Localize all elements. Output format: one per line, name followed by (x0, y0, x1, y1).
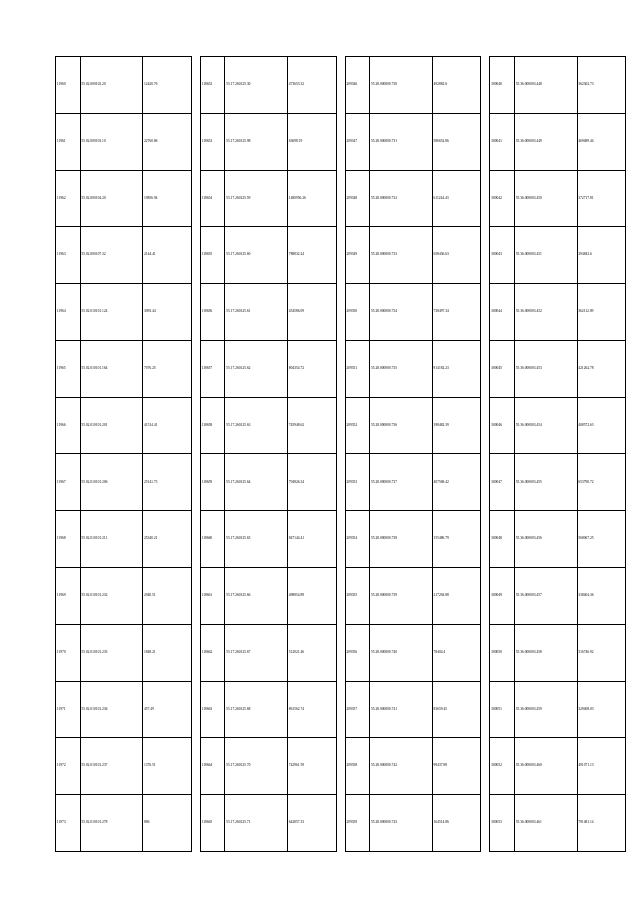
table-row (490, 397, 626, 454)
row-id: 209348 (345, 170, 370, 227)
row-id: 118656 (200, 284, 225, 341)
table-row (490, 454, 626, 511)
row-amount: 642857.33 (287, 795, 336, 852)
row-id: 11968 (56, 511, 81, 568)
row-code: 55.28.000000.732 (370, 170, 433, 227)
data-table-2 (200, 56, 337, 852)
row-code: 55.28.000000.731 (370, 113, 433, 170)
row-amount: 408572.63 (577, 397, 626, 454)
table-row (345, 57, 481, 114)
row-amount: 2940.51 (143, 568, 192, 625)
table-row (345, 340, 481, 397)
row-code: 55.28.000000.737 (370, 454, 433, 511)
row-amount: 155486.79 (432, 511, 481, 568)
row-code: 55.28.000000.741 (370, 681, 433, 738)
row-amount: 329408.03 (577, 681, 626, 738)
table-row (345, 795, 481, 852)
row-code: 55.02.000102.20 (80, 57, 143, 114)
row-amount: 469489.44 (577, 113, 626, 170)
row-amount: 63698.19 (287, 113, 336, 170)
row-code: 55.17.260125.64 (225, 454, 288, 511)
row-amount: 512021.46 (287, 624, 336, 681)
row-amount: 498854.89 (287, 568, 336, 625)
row-amount: 738497.34 (432, 284, 481, 341)
row-id: 300040 (490, 57, 515, 114)
row-id: 118654 (200, 170, 225, 227)
row-amount: 611244.43 (432, 170, 481, 227)
row-amount: 316746.92 (577, 624, 626, 681)
row-amount: 19856.94 (143, 170, 192, 227)
row-amount: 742961.59 (287, 738, 336, 795)
row-code: 55.17.260125.65 (225, 511, 288, 568)
row-id: 11963 (56, 227, 81, 284)
row-id: 11965 (56, 340, 81, 397)
row-code: 55.17.260125.62 (225, 340, 288, 397)
row-id: 118653 (200, 113, 225, 170)
row-code: 55.36.000003.461 (514, 795, 577, 852)
row-amount: 791481.14 (577, 795, 626, 852)
row-id: 300046 (490, 397, 515, 454)
row-code: 55.36.000003.456 (514, 511, 577, 568)
row-code: 55.02.000103.10 (80, 113, 143, 170)
table-row (490, 340, 626, 397)
row-id: 209350 (345, 284, 370, 341)
row-id: 11966 (56, 397, 81, 454)
row-id: 300049 (490, 568, 515, 625)
row-code: 55.36.000003.459 (514, 681, 577, 738)
row-code: 55.02.010101.201 (80, 397, 143, 454)
row-code: 55.17.260125.68 (225, 681, 288, 738)
row-id: 11973 (56, 795, 81, 852)
table-row (200, 568, 336, 625)
row-code: 55.17.260125.98 (225, 113, 288, 170)
row-id: 300043 (490, 227, 515, 284)
table-row (56, 340, 192, 397)
row-id: 11961 (56, 113, 81, 170)
row-id: 11969 (56, 568, 81, 625)
table-row (490, 284, 626, 341)
row-code: 55.36.000003.455 (514, 454, 577, 511)
row-amount: 788832.24 (287, 227, 336, 284)
data-columns (55, 56, 594, 852)
table-row (490, 738, 626, 795)
row-code: 55.02.010101.206 (80, 454, 143, 511)
row-amount: 745948.62 (287, 397, 336, 454)
row-id: 209352 (345, 397, 370, 454)
row-code: 55.17.260125.67 (225, 624, 288, 681)
row-amount: 1480956.26 (287, 170, 336, 227)
table-row (490, 113, 626, 170)
row-amount: 217294.88 (432, 568, 481, 625)
row-code: 55.02.010101.233 (80, 624, 143, 681)
row-amount: 362302.73 (577, 57, 626, 114)
row-code: 55.36.000003.453 (514, 340, 577, 397)
row-amount: 25141.73 (143, 454, 192, 511)
row-id: 300050 (490, 624, 515, 681)
row-code: 55.17.260125.30 (225, 57, 288, 114)
row-code: 55.17.260125.63 (225, 397, 288, 454)
row-amount: 814182.23 (432, 340, 481, 397)
row-amount: 861562.74 (287, 681, 336, 738)
row-amount: 586652.86 (432, 113, 481, 170)
row-code: 55.02.010101.232 (80, 568, 143, 625)
table-row (345, 170, 481, 227)
table-row (345, 568, 481, 625)
row-code: 55.02.000107.32 (80, 227, 143, 284)
row-amount: 804354.72 (287, 340, 336, 397)
row-amount: 886 (143, 795, 192, 852)
row-code: 55.28.000000.730 (370, 57, 433, 114)
row-id: 118661 (200, 568, 225, 625)
table-row (56, 170, 192, 227)
row-code: 55.36.000003.454 (514, 397, 577, 454)
table-row (345, 227, 481, 284)
row-amount: 473653.32 (287, 57, 336, 114)
row-id: 118665 (200, 795, 225, 852)
row-id: 11971 (56, 681, 81, 738)
row-id: 118662 (200, 624, 225, 681)
row-code: 55.28.000000.733 (370, 227, 433, 284)
table-row (56, 568, 192, 625)
row-code: 55.28.000000.735 (370, 340, 433, 397)
table-row (200, 624, 336, 681)
row-amount: 3093.44 (143, 284, 192, 341)
row-id: 300041 (490, 113, 515, 170)
row-id: 300045 (490, 340, 515, 397)
row-amount: 457.49 (143, 681, 192, 738)
row-amount: 198482.39 (432, 397, 481, 454)
row-id: 118655 (200, 227, 225, 284)
row-code: 55.28.000000.738 (370, 511, 433, 568)
row-code: 55.28.000000.736 (370, 397, 433, 454)
row-amount: 99437.88 (432, 738, 481, 795)
row-code: 55.28.000000.739 (370, 568, 433, 625)
row-amount: 372717.81 (577, 170, 626, 227)
row-id: 300052 (490, 738, 515, 795)
row-code: 55.36.000003.452 (514, 284, 577, 341)
row-amount: 2144.41 (143, 227, 192, 284)
row-amount: 492882.6 (432, 57, 481, 114)
row-id: 209355 (345, 568, 370, 625)
row-code: 55.02.010101.236 (80, 681, 143, 738)
row-id: 11964 (56, 284, 81, 341)
table-row (56, 795, 192, 852)
row-amount: 454586.09 (287, 284, 336, 341)
row-amount: 12420.76 (143, 57, 192, 114)
table-row (490, 170, 626, 227)
table-row (200, 113, 336, 170)
table-row (200, 227, 336, 284)
row-amount: 794826.34 (287, 454, 336, 511)
row-id: 11967 (56, 454, 81, 511)
row-id: 300047 (490, 454, 515, 511)
row-amount: 78404.4 (432, 624, 481, 681)
row-code: 55.36.000003.451 (514, 227, 577, 284)
row-id: 118663 (200, 681, 225, 738)
table-row (345, 397, 481, 454)
table-row (345, 113, 481, 170)
data-table-1 (55, 56, 192, 852)
table-row (200, 284, 336, 341)
row-id: 11960 (56, 57, 81, 114)
row-code: 55.17.260125.60 (225, 227, 288, 284)
row-code: 55.36.000003.458 (514, 624, 577, 681)
row-code: 55.02.010101.237 (80, 738, 143, 795)
row-code: 55.02.010101.124 (80, 284, 143, 341)
table-row (490, 227, 626, 284)
table-row (200, 340, 336, 397)
row-code: 55.17.260125.66 (225, 568, 288, 625)
table-row (490, 511, 626, 568)
row-code: 55.36.000003.450 (514, 170, 577, 227)
row-code: 55.02.010101.164 (80, 340, 143, 397)
row-amount: 491071.13 (577, 738, 626, 795)
row-amount: 658436.63 (432, 227, 481, 284)
table-row (200, 681, 336, 738)
row-id: 300042 (490, 170, 515, 227)
row-id: 118664 (200, 738, 225, 795)
row-id: 209353 (345, 454, 370, 511)
row-code: 55.17.260125.59 (225, 170, 288, 227)
row-code: 55.02.010101.211 (80, 511, 143, 568)
row-code: 55.36.000003.457 (514, 568, 577, 625)
row-code: 55.02.000104.20 (80, 170, 143, 227)
row-id: 209346 (345, 57, 370, 114)
row-amount: 41514.41 (143, 397, 192, 454)
row-amount: 1848.21 (143, 624, 192, 681)
row-amount: 421262.78 (577, 340, 626, 397)
row-code: 55.17.260125.71 (225, 795, 288, 852)
row-amount: 294843.6 (577, 227, 626, 284)
table-row (490, 681, 626, 738)
table-row (200, 738, 336, 795)
table-row (56, 113, 192, 170)
row-amount: 362112.09 (577, 284, 626, 341)
table-row (490, 624, 626, 681)
row-id: 118660 (200, 511, 225, 568)
row-amount: 164514.86 (432, 795, 481, 852)
row-id: 209358 (345, 738, 370, 795)
table-row (345, 738, 481, 795)
row-amount: 22760.86 (143, 113, 192, 170)
row-code: 55.36.000003.460 (514, 738, 577, 795)
table-row (490, 568, 626, 625)
table-row (56, 511, 192, 568)
row-code: 55.02.010101.278 (80, 795, 143, 852)
table-row (345, 454, 481, 511)
row-code: 55.28.000000.734 (370, 284, 433, 341)
row-code: 55.17.260125.61 (225, 284, 288, 341)
row-code: 55.28.000000.743 (370, 795, 433, 852)
row-id: 300053 (490, 795, 515, 852)
table-row (200, 795, 336, 852)
row-id: 209359 (345, 795, 370, 852)
table-row (56, 454, 192, 511)
table-row (56, 284, 192, 341)
data-table-3 (345, 56, 482, 852)
table-row (490, 795, 626, 852)
table-row (200, 397, 336, 454)
row-id: 118659 (200, 454, 225, 511)
table-row (200, 454, 336, 511)
row-id: 11972 (56, 738, 81, 795)
table-row (345, 284, 481, 341)
row-amount: 1376.51 (143, 738, 192, 795)
table-row (490, 57, 626, 114)
table-row (345, 681, 481, 738)
table-row (200, 170, 336, 227)
row-id: 118657 (200, 340, 225, 397)
data-table-4 (489, 56, 626, 852)
row-id: 118652 (200, 57, 225, 114)
row-id: 11962 (56, 170, 81, 227)
table-row (345, 511, 481, 568)
row-id: 209356 (345, 624, 370, 681)
table-row (200, 57, 336, 114)
row-id: 209351 (345, 340, 370, 397)
table-row (56, 681, 192, 738)
row-id: 300044 (490, 284, 515, 341)
row-amount: 847144.41 (287, 511, 336, 568)
table-row (56, 57, 192, 114)
row-id: 209347 (345, 113, 370, 170)
table-row (56, 397, 192, 454)
row-code: 55.17.260125.70 (225, 738, 288, 795)
row-id: 209354 (345, 511, 370, 568)
row-id: 209357 (345, 681, 370, 738)
row-amount: 653790.72 (577, 454, 626, 511)
table-row (56, 227, 192, 284)
row-amount: 25340.21 (143, 511, 192, 568)
table-row (56, 738, 192, 795)
row-amount: 568067.25 (577, 511, 626, 568)
row-amount: 83659.45 (432, 681, 481, 738)
row-id: 118658 (200, 397, 225, 454)
row-code: 55.28.000000.742 (370, 738, 433, 795)
row-amount: 7076.25 (143, 340, 192, 397)
row-id: 11970 (56, 624, 81, 681)
row-code: 55.28.000000.740 (370, 624, 433, 681)
row-amount: 407568.42 (432, 454, 481, 511)
table-row (56, 624, 192, 681)
row-amount: 338404.36 (577, 568, 626, 625)
row-id: 300048 (490, 511, 515, 568)
row-id: 209349 (345, 227, 370, 284)
table-row (200, 511, 336, 568)
table-row (345, 624, 481, 681)
row-code: 55.36.000003.449 (514, 113, 577, 170)
row-code: 55.36.000003.448 (514, 57, 577, 114)
row-id: 300051 (490, 681, 515, 738)
